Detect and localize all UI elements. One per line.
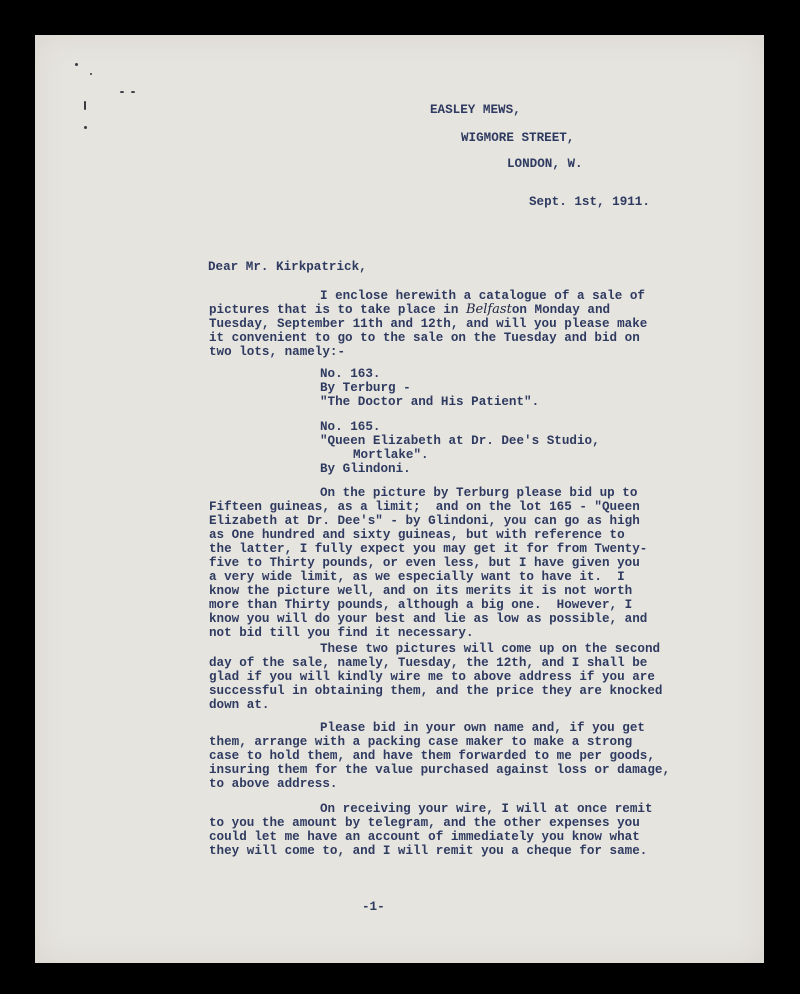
p2-line-8: know the picture well, and on its merits it is not worth <box>209 584 633 598</box>
p3-line-3: glad if you will kindly wire me to above address if you are <box>209 670 655 684</box>
lot1-title: "The Doctor and His Patient". <box>320 395 540 409</box>
salutation: Dear Mr. Kirkpatrick, <box>208 260 367 274</box>
p1-line-2 <box>209 303 610 317</box>
p4-line-4: insuring them for the value purchased against loss or damage, <box>209 763 671 777</box>
p2-line-7: a very wide limit, as we especially want to have it. I <box>209 570 625 584</box>
page-number: -1- <box>362 900 385 914</box>
p2-line-11: not bid till you find it necessary. <box>209 626 474 640</box>
p4-line-5: to above address. <box>209 777 338 791</box>
p1-line-5: two lots, namely:- <box>209 345 346 359</box>
p3-line-5: down at. <box>209 698 270 712</box>
paper-speck <box>131 91 135 93</box>
p4-line-1: Please bid in your own name and, if you get <box>320 721 645 735</box>
letter-date: Sept. 1st, 1911. <box>529 195 650 209</box>
p5-line-2: to you the amount by telegram, and the other expenses you <box>209 816 640 830</box>
p2-line-4: as One hundred and sixty guineas, but with reference to <box>209 528 625 542</box>
p1-line-3: Tuesday, September 11th and 12th, and will you please make <box>209 317 648 331</box>
paper-speck <box>84 126 87 129</box>
lot2-title-2: Mortlake". <box>353 448 429 462</box>
lot2-number: No. 165. <box>320 420 381 434</box>
paper-speck <box>75 63 78 66</box>
lot2-artist: By Glindoni. <box>320 462 411 476</box>
p2-line-6: five to Thirty pounds, or even less, but I have given you <box>209 556 640 570</box>
paper-speck <box>120 91 124 93</box>
p3-line-4: successful in obtaining them, and the price they are knocked <box>209 684 663 698</box>
p2-line-10: know you will do your best and lie as low as possible, and <box>209 612 648 626</box>
handwritten-city: Belfast <box>465 302 512 317</box>
paper-speck <box>84 101 86 110</box>
p5-line-3: could let me have an account of immediately you know what <box>209 830 640 844</box>
paper-speck <box>90 73 92 75</box>
p3-line-2: day of the sale, namely, Tuesday, the 12th, and I shall be <box>209 656 648 670</box>
p1-line-2-text: pictures that is to take place in <box>209 303 459 317</box>
p3-line-1: These two pictures will come up on the second <box>320 642 661 656</box>
p4-line-2: them, arrange with a packing case maker to make a strong <box>209 735 633 749</box>
p5-line-1: On receiving your wire, I will at once remit <box>320 802 653 816</box>
p2-line-1: On the picture by Terburg please bid up to <box>320 486 638 500</box>
lot1-number: No. 163. <box>320 367 381 381</box>
p2-line-3: Elizabeth at Dr. Dee's" - by Glindoni, you can go as high <box>209 514 640 528</box>
lot1-artist: By Terburg - <box>320 381 411 395</box>
p5-line-4: they will come to, and I will remit you a cheque for same. <box>209 844 648 858</box>
p2-line-5: the latter, I fully expect you may get it for from Twenty- <box>209 542 648 556</box>
address-line-2: WIGMORE STREET, <box>461 131 575 145</box>
p1-line-1: I enclose herewith a catalogue of a sale of <box>320 289 645 303</box>
p1-line-4: it convenient to go to the sale on the Tuesday and bid on <box>209 331 640 345</box>
p2-line-9: more than Thirty pounds, although a big one. However, I <box>209 598 633 612</box>
p2-line-2: Fifteen guineas, as a limit; and on the lot 165 - "Queen <box>209 500 640 514</box>
lot2-title-1: "Queen Elizabeth at Dr. Dee's Studio, <box>320 434 600 448</box>
address-line-1: EASLEY MEWS, <box>430 103 521 117</box>
p4-line-3: case to hold them, and have them forwarded to me per goods, <box>209 749 655 763</box>
address-line-3: LONDON, W. <box>507 157 583 171</box>
p1-line-2-rest: on Monday and <box>511 303 611 317</box>
